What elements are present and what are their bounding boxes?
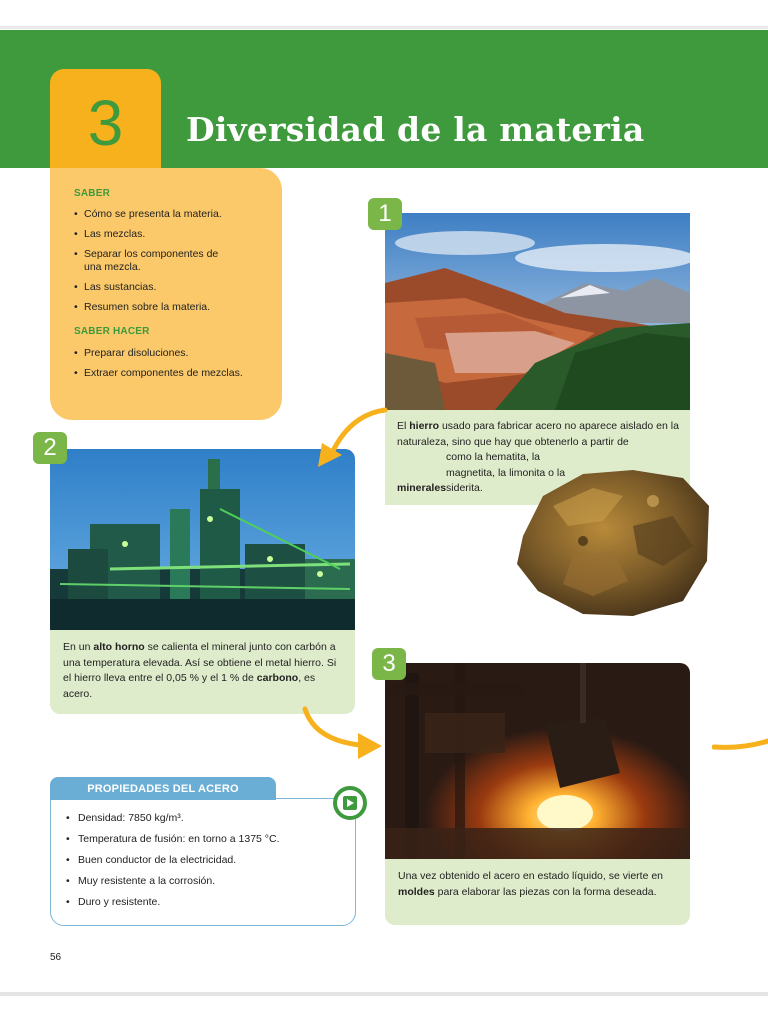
chapter-title: Diversidad de la materia [186,110,645,149]
property-item: • Temperatura de fusión: en torno a 1375 °C. [66,833,280,846]
arrow-step2-to-step3 [300,705,390,765]
molten-steel-photo [385,663,690,859]
saber-item: • Resumen sobre la materia. [74,301,270,314]
saber-item: • Separar los componentes de una mezcla. [74,248,224,274]
steel-properties-title: PROPIEDADES DEL ACERO [50,777,276,800]
saber-item: • Las mezclas. [74,228,270,241]
saber-heading: SABER [74,188,111,199]
steel-properties-list [66,812,280,917]
caption-text: para elaborar las piezas con la forma deseada. [434,885,657,898]
step-1-badge: 1 [368,198,402,230]
iron-ore-rock [513,466,713,620]
arrow-step1-to-step2 [310,405,390,475]
property-item: • Muy resistente a la corrosión. [66,875,280,888]
caption-text: se calienta el mineral junto con carbón a una temperatura elevada. Así se obtiene el metal hierro. Si el hierro lleva entre el 0,05 % y el 1 % de [63,641,337,684]
saber-hacer-item: • Extraer componentes de mezclas. [74,367,270,380]
saber-item: • Cómo se presenta la materia. [74,208,270,221]
caption-text: usado para fabricar acero no aparece aislado en la naturaleza, sino que hay que obtenerlo a partir de [397,420,679,448]
step-3-caption [385,859,690,925]
caption-bold: alto horno [93,641,145,653]
saber-hacer-list [74,347,270,380]
chapter-number-box [50,69,161,176]
caption-text: como la hematita, la magnetita, la limonita o la siderita. [446,451,566,494]
caption-bold: moldes [398,885,435,898]
saber-box [50,168,282,420]
saber-hacer-item: • Preparar disoluciones. [74,347,270,360]
mine-photo [385,213,690,410]
property-item: • Buen conductor de la electricidad. [66,854,280,867]
chapter-number: 3 [87,86,124,159]
caption-text: , es acero. [63,672,316,700]
step-3-badge: 3 [372,648,406,680]
saber-hacer-heading: SABER HACER [74,326,150,337]
caption-text: El [397,420,410,432]
step-2-caption [50,630,355,714]
saber-item: • Las sustancias. [74,281,270,294]
property-item: • Densidad: 7850 kg/m³. [66,812,280,825]
step-2-badge: 2 [33,432,67,464]
caption-bold: carbono [256,672,299,684]
saber-list [74,208,270,314]
top-rule [0,26,768,29]
caption-text: En un [63,641,94,653]
bottom-rule [0,992,768,996]
arrow-continue-right [712,735,768,755]
media-play-icon[interactable] [333,786,367,820]
caption-text: Una vez obtenido el acero en estado líquido, se vierte en [398,870,664,882]
caption-bold: minerales [397,482,447,494]
property-item: • Duro y resistente. [66,896,280,909]
caption-bold: hierro [409,420,440,432]
blast-furnace-photo [50,449,355,630]
page-number: 56 [50,952,62,963]
